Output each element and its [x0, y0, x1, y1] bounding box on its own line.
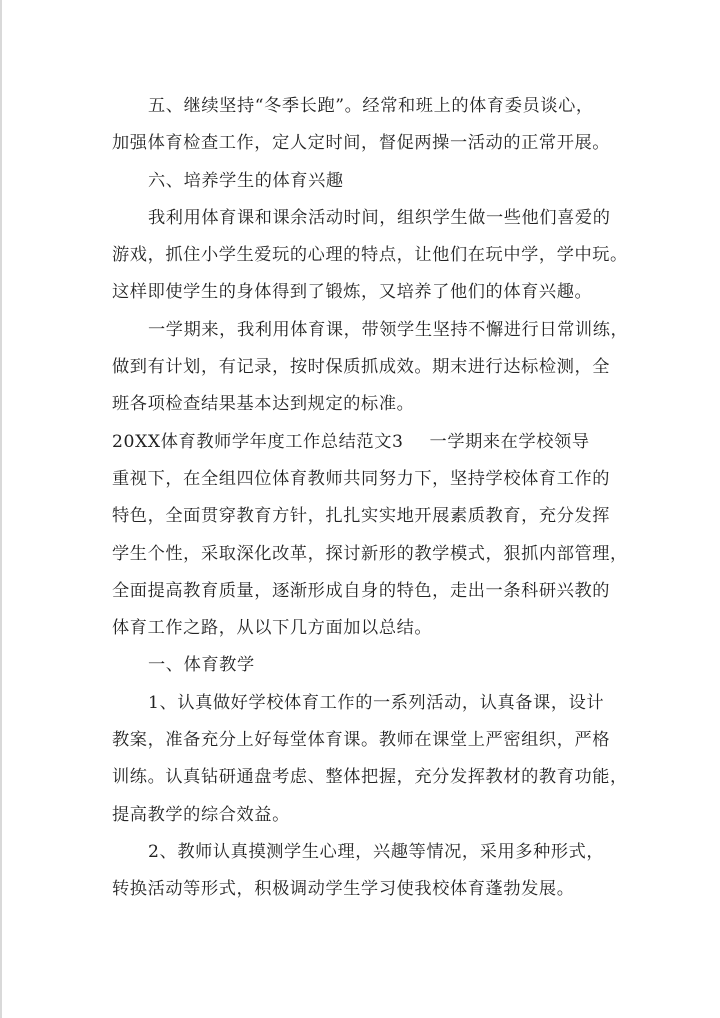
- paragraph-line: 我利用体育课和课余活动时间，组织学生做一些他们喜爱的: [148, 207, 611, 228]
- paragraph-line: 一学期来，我利用体育课，带领学生坚持不懈进行日常训练，: [148, 319, 629, 340]
- paragraph-line: 训练。认真钻研通盘考虑、整体把握，充分发挥教材的教育功能，: [112, 767, 628, 788]
- section-heading: 六、培养学生的体育兴趣: [148, 170, 344, 191]
- title-continuation: 一学期来在学校领导: [429, 431, 590, 452]
- paragraph-line: 学生个性，采取深化改革，探讨新形的教学模式，狠抓内部管理，: [112, 543, 628, 564]
- paragraph-line: 特色，全面贯穿教育方针，扎扎实实地开展素质教育，充分发挥: [112, 506, 611, 527]
- page-left-edge: [0, 0, 2, 1018]
- section-heading: 一、体育教学: [148, 655, 255, 676]
- document-body: [112, 88, 629, 909]
- title-line: [112, 424, 608, 461]
- paragraph-line: 这样即使学生的身体得到了锻炼，又培养了他们的体育兴趣。: [112, 282, 593, 303]
- paragraph-line: 加强体育检查工作，定人定时间，督促两操一活动的正常开展。: [112, 133, 611, 154]
- paragraph-line: 班各项检查结果基本达到规定的标准。: [112, 394, 415, 415]
- paragraph-line: 教案，准备充分上好每堂体育课。教师在课堂上严密组织，严格: [112, 730, 611, 751]
- paragraph-line: 五、继续坚持“冬季长跑”。经常和班上的体育委员谈心，: [148, 96, 594, 116]
- paragraph-line: 2、教师认真摸测学生心理，兴趣等情况，采用多种形式，: [148, 841, 605, 862]
- paragraph-line: 提高教学的综合效益。: [112, 804, 290, 825]
- document-title: 20XX体育教师学年度工作总结范文3: [112, 431, 404, 452]
- paragraph-line: 转换活动等形式，积极调动学生学习使我校体育蓬勃发展。: [112, 879, 575, 900]
- paragraph-line: 体育工作之路，从以下几方面加以总结。: [112, 618, 433, 639]
- paragraph-line: 1、认真做好学校体育工作的一系列活动，认真备课，设计: [148, 692, 605, 713]
- paragraph-line: 重视下，在全组四位体育教师共同努力下，坚持学校体育工作的: [112, 468, 611, 489]
- paragraph-line: 游戏，抓住小学生爱玩的心理的特点，让他们在玩中学，学中玩。: [112, 245, 628, 266]
- paragraph-line: 全面提高教育质量，逐渐形成自身的特色，走出一条科研兴教的: [112, 580, 611, 601]
- paragraph-line: 做到有计划，有记录，按时保质抓成效。期末进行达标检测，全: [112, 357, 611, 378]
